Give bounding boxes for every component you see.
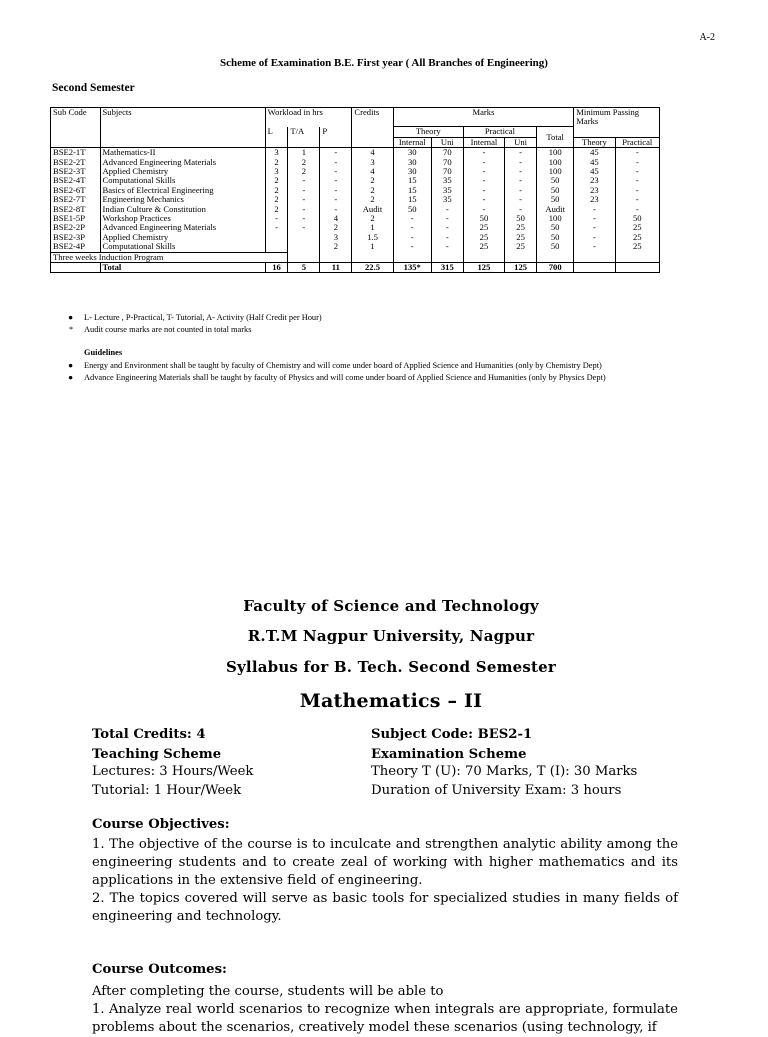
- cell-pr-int: -: [463, 167, 504, 176]
- induction-label: Three weeks Induction Program: [51, 252, 266, 262]
- cell-l: 2: [265, 205, 288, 214]
- cell-l: -: [265, 214, 288, 223]
- cell-th-uni: 35: [431, 186, 463, 195]
- cell-total: 100: [537, 167, 574, 176]
- cell-subject: Mathematics-II: [100, 148, 265, 158]
- cell-p: -: [320, 176, 352, 185]
- cell-pr-uni: 25: [505, 242, 537, 252]
- cell-l: 2: [265, 186, 288, 195]
- teaching-scheme-heading: Teaching Scheme: [92, 747, 222, 762]
- cell-subject: Applied Chemistry: [100, 233, 265, 242]
- cell-l: 2: [265, 195, 288, 204]
- cell-pr-uni: -: [505, 186, 537, 195]
- cell-min-pr: -: [615, 158, 659, 167]
- cell-code: BSE2-8T: [51, 205, 101, 214]
- table-row: [51, 186, 660, 195]
- header-ta: T/A: [288, 127, 320, 148]
- header-theory-internal: Internal: [393, 137, 431, 147]
- cell-pr-int: 25: [463, 242, 504, 252]
- cell-credits: 4: [352, 148, 393, 158]
- cell-pr-int: -: [463, 205, 504, 214]
- cell-pr-int: 25: [463, 233, 504, 242]
- header-total: Total: [537, 127, 574, 148]
- cell-min-pr: 25: [615, 223, 659, 232]
- cell-p: 4: [320, 214, 352, 223]
- induction-row: [51, 252, 660, 262]
- cell-credits: 2: [352, 186, 393, 195]
- cell-pr-int: 50: [463, 214, 504, 223]
- header-practical-uni: Uni: [505, 137, 537, 147]
- faculty-title: Faculty of Science and Technology: [243, 597, 539, 615]
- cell-p: 2: [320, 223, 352, 232]
- cell-th-int: 30: [393, 158, 431, 167]
- cell-th-int: -: [393, 214, 431, 223]
- cell-th-int: 30: [393, 148, 431, 158]
- cell-th-int: 15: [393, 176, 431, 185]
- cell-pr-uni: -: [505, 205, 537, 214]
- cell-p: -: [320, 148, 352, 158]
- cell-ta: -: [288, 223, 320, 232]
- total-row: [51, 263, 660, 273]
- cell-subject: Basics of Electrical Engineering: [100, 186, 265, 195]
- cell-th-int: -: [393, 233, 431, 242]
- cell-min-th: -: [574, 214, 615, 223]
- cell-p: 3: [320, 233, 352, 242]
- cell-p: -: [320, 195, 352, 204]
- cell-credits: 2: [352, 214, 393, 223]
- course-outcomes-heading: Course Outcomes:: [92, 962, 227, 977]
- document-title: Scheme of Examination B.E. First year ( All Branches of Engineering): [220, 57, 548, 69]
- cell-credits: 4: [352, 167, 393, 176]
- cell-p: -: [320, 186, 352, 195]
- total-p: 11: [320, 263, 352, 273]
- table-row: [51, 148, 660, 158]
- cell-min-th: 23: [574, 186, 615, 195]
- cell-pr-int: -: [463, 186, 504, 195]
- cell-subject: Advanced Engineering Materials: [100, 223, 265, 232]
- cell-th-uni: 35: [431, 195, 463, 204]
- cell-min-pr: 25: [615, 242, 659, 252]
- cell-ta: [288, 233, 320, 242]
- cell-total: 50: [537, 186, 574, 195]
- bullet-icon: ●: [68, 313, 74, 322]
- total-label: Total: [100, 263, 265, 273]
- total-theory-internal: 135*: [393, 263, 431, 273]
- cell-code: BSE2-2T: [51, 158, 101, 167]
- cell-ta: -: [288, 176, 320, 185]
- cell-pr-int: -: [463, 195, 504, 204]
- cell-min-th: -: [574, 233, 615, 242]
- cell-min-pr: 50: [615, 214, 659, 223]
- cell-code: BSE2-2P: [51, 223, 101, 232]
- cell-pr-int: -: [463, 158, 504, 167]
- header-p: P: [320, 127, 352, 148]
- table-row: [51, 158, 660, 167]
- cell-th-uni: -: [431, 205, 463, 214]
- cell-l: 2: [265, 176, 288, 185]
- cell-total: Audit: [537, 205, 574, 214]
- table-row: [51, 223, 660, 232]
- cell-credits: 2: [352, 176, 393, 185]
- cell-subject: Advanced Engineering Materials: [100, 158, 265, 167]
- tutorial-info: Tutorial: 1 Hour/Week: [92, 783, 242, 798]
- cell-pr-uni: -: [505, 195, 537, 204]
- table-row: [51, 214, 660, 223]
- cell-code: BSE1-5P: [51, 214, 101, 223]
- cell-l: -: [265, 223, 288, 232]
- cell-code: BSE2-4P: [51, 242, 101, 252]
- cell-code: BSE2-7T: [51, 195, 101, 204]
- objective-2: 2. The topics covered will serve as basic tools for specialized studies in many fields of engineering and technology.: [92, 891, 678, 924]
- cell-ta: -: [288, 205, 320, 214]
- cell-code: BSE2-3P: [51, 233, 101, 242]
- cell-min-pr: -: [615, 148, 659, 158]
- cell-pr-uni: 25: [505, 223, 537, 232]
- cell-credits: 1: [352, 242, 393, 252]
- cell-subject: Engineering Mechanics: [100, 195, 265, 204]
- cell-ta: 2: [288, 167, 320, 176]
- cell-th-uni: 35: [431, 176, 463, 185]
- syllabus-title: Syllabus for B. Tech. Second Semester: [225, 658, 557, 676]
- cell-code: BSE2-1T: [51, 148, 101, 158]
- bullet-icon: ●: [68, 361, 74, 370]
- total-ta: 5: [288, 263, 320, 273]
- legend-text: L- Lecture , P-Practical, T- Tutorial, A- Activity (Half Credit per Hour): [84, 313, 322, 322]
- cell-credits: Audit: [352, 205, 393, 214]
- cell-l: 3: [265, 167, 288, 176]
- guideline-text: Energy and Environment shall be taught by faculty of Chemistry and will come under board of Applied Science and Humanities (only by Chemistry Dept): [84, 361, 602, 370]
- header-marks: Marks: [393, 108, 574, 127]
- cell-pr-uni: 25: [505, 233, 537, 242]
- cell-th-uni: 70: [431, 148, 463, 158]
- header-min-theory: Theory: [574, 137, 615, 147]
- examination-scheme-heading: Examination Scheme: [371, 747, 527, 762]
- cell-th-int: -: [393, 223, 431, 232]
- cell-min-pr: -: [615, 195, 659, 204]
- header-practical: Practical: [463, 127, 536, 137]
- cell-pr-uni: 50: [505, 214, 537, 223]
- header-min-practical: Practical: [615, 137, 659, 147]
- header-min-passing: Minimum Passing Marks: [574, 108, 660, 127]
- cell-min-pr: -: [615, 167, 659, 176]
- cell-min-th: -: [574, 205, 615, 214]
- total-total: 700: [537, 263, 574, 273]
- cell-total: 50: [537, 223, 574, 232]
- cell-pr-int: -: [463, 176, 504, 185]
- cell-ta: -: [288, 186, 320, 195]
- cell-p: -: [320, 158, 352, 167]
- table-row: [51, 205, 660, 214]
- total-practical-internal: 125: [463, 263, 504, 273]
- header-row-1: [51, 108, 660, 127]
- examination-scheme-table: [50, 107, 660, 273]
- table-row: [51, 242, 660, 252]
- table-row: [51, 167, 660, 176]
- guidelines-title: Guidelines: [84, 348, 123, 357]
- cell-min-pr: -: [615, 186, 659, 195]
- exam-duration-info: Duration of University Exam: 3 hours: [371, 783, 622, 798]
- cell-pr-uni: -: [505, 148, 537, 158]
- cell-ta: 2: [288, 158, 320, 167]
- cell-min-th: 45: [574, 148, 615, 158]
- cell-l: 2: [265, 158, 288, 167]
- cell-min-pr: -: [615, 205, 659, 214]
- cell-th-uni: -: [431, 233, 463, 242]
- cell-pr-uni: -: [505, 176, 537, 185]
- header-theory-uni: Uni: [431, 137, 463, 147]
- cell-min-pr: -: [615, 176, 659, 185]
- cell-min-th: 45: [574, 167, 615, 176]
- cell-l: [265, 242, 288, 252]
- cell-code: BSE2-4T: [51, 176, 101, 185]
- cell-th-int: -: [393, 242, 431, 252]
- guideline-text: Advance Engineering Materials shall be taught by faculty of Physics and will come under board of Applied Science and Humanities (only by Physics Dept): [84, 373, 606, 382]
- cell-p: -: [320, 205, 352, 214]
- cell-total: 100: [537, 158, 574, 167]
- theory-marks-info: Theory T (U): 70 Marks, T (I): 30 Marks: [371, 764, 638, 779]
- cell-min-th: -: [574, 242, 615, 252]
- cell-pr-uni: -: [505, 158, 537, 167]
- cell-credits: 1: [352, 223, 393, 232]
- university-title: R.T.M Nagpur University, Nagpur: [247, 627, 535, 645]
- cell-pr-int: 25: [463, 223, 504, 232]
- cell-l: 3: [265, 148, 288, 158]
- outcomes-intro: After completing the course, students will be able to: [92, 984, 444, 999]
- header-l: L: [265, 127, 288, 148]
- cell-total: 50: [537, 233, 574, 242]
- cell-subject: Applied Chemistry: [100, 167, 265, 176]
- total-credits: Total Credits: 4: [92, 727, 206, 742]
- cell-subject: Indian Culture & Constitution: [100, 205, 265, 214]
- cell-th-uni: -: [431, 214, 463, 223]
- header-practical-internal: Internal: [463, 137, 504, 147]
- cell-pr-int: -: [463, 148, 504, 158]
- cell-ta: -: [288, 195, 320, 204]
- bullet-icon: ●: [68, 373, 74, 382]
- audit-text: Audit course marks are not counted in total marks: [84, 325, 252, 334]
- header-theory: Theory: [393, 127, 463, 137]
- total-practical-uni: 125: [505, 263, 537, 273]
- cell-total: 50: [537, 242, 574, 252]
- header-credits: Credits: [352, 108, 393, 148]
- cell-th-int: 15: [393, 186, 431, 195]
- cell-min-th: -: [574, 223, 615, 232]
- asterisk-icon: *: [69, 325, 74, 334]
- header-sub-code: Sub Code: [51, 108, 101, 148]
- cell-p: 2: [320, 242, 352, 252]
- semester-title: Second Semester: [52, 82, 135, 94]
- cell-credits: 1.5: [352, 233, 393, 242]
- cell-l: [265, 233, 288, 242]
- outcome-1: 1. Analyze real world scenarios to recognize when integrals are appropriate, formulate problems about the scenarios, creatively model these scenarios (using technology, if: [92, 1002, 678, 1035]
- cell-code: BSE2-3T: [51, 167, 101, 176]
- table-row: [51, 195, 660, 204]
- table-row: [51, 233, 660, 242]
- cell-th-int: 50: [393, 205, 431, 214]
- cell-ta: -: [288, 214, 320, 223]
- cell-th-int: 15: [393, 195, 431, 204]
- cell-th-uni: 70: [431, 158, 463, 167]
- total-theory-uni: 315: [431, 263, 463, 273]
- subject-title: Mathematics – II: [299, 690, 483, 712]
- cell-min-pr: 25: [615, 233, 659, 242]
- cell-ta: [288, 242, 320, 252]
- cell-th-uni: -: [431, 242, 463, 252]
- table-row: [51, 176, 660, 185]
- course-objectives-heading: Course Objectives:: [92, 817, 230, 832]
- cell-total: 50: [537, 176, 574, 185]
- cell-total: 100: [537, 148, 574, 158]
- cell-credits: 2: [352, 195, 393, 204]
- cell-credits: 3: [352, 158, 393, 167]
- cell-min-th: 23: [574, 195, 615, 204]
- cell-subject: Computational Skills: [100, 176, 265, 185]
- cell-th-int: 30: [393, 167, 431, 176]
- cell-total: 50: [537, 195, 574, 204]
- cell-pr-uni: -: [505, 167, 537, 176]
- total-credits: 22.5: [352, 263, 393, 273]
- total-l: 16: [265, 263, 288, 273]
- page-number: A-2: [699, 32, 715, 43]
- header-workload: Workload in hrs: [265, 108, 352, 127]
- lectures-info: Lectures: 3 Hours/Week: [92, 764, 254, 779]
- cell-th-uni: 70: [431, 167, 463, 176]
- header-subjects: Subjects: [100, 108, 265, 148]
- cell-total: 100: [537, 214, 574, 223]
- cell-min-th: 45: [574, 158, 615, 167]
- objective-1: 1. The objective of the course is to inculcate and strengthen analytic ability among the engineering students and to create zeal of working with higher mathematics and its applications in the extensive field of engineering.: [92, 837, 678, 888]
- cell-p: -: [320, 167, 352, 176]
- cell-code: BSE2-6T: [51, 186, 101, 195]
- subject-code: Subject Code: BES2-1: [371, 727, 533, 742]
- cell-subject: Workshop Practices: [100, 214, 265, 223]
- cell-ta: 1: [288, 148, 320, 158]
- cell-min-th: 23: [574, 176, 615, 185]
- cell-th-uni: -: [431, 223, 463, 232]
- cell-subject: Computational Skills: [100, 242, 265, 252]
